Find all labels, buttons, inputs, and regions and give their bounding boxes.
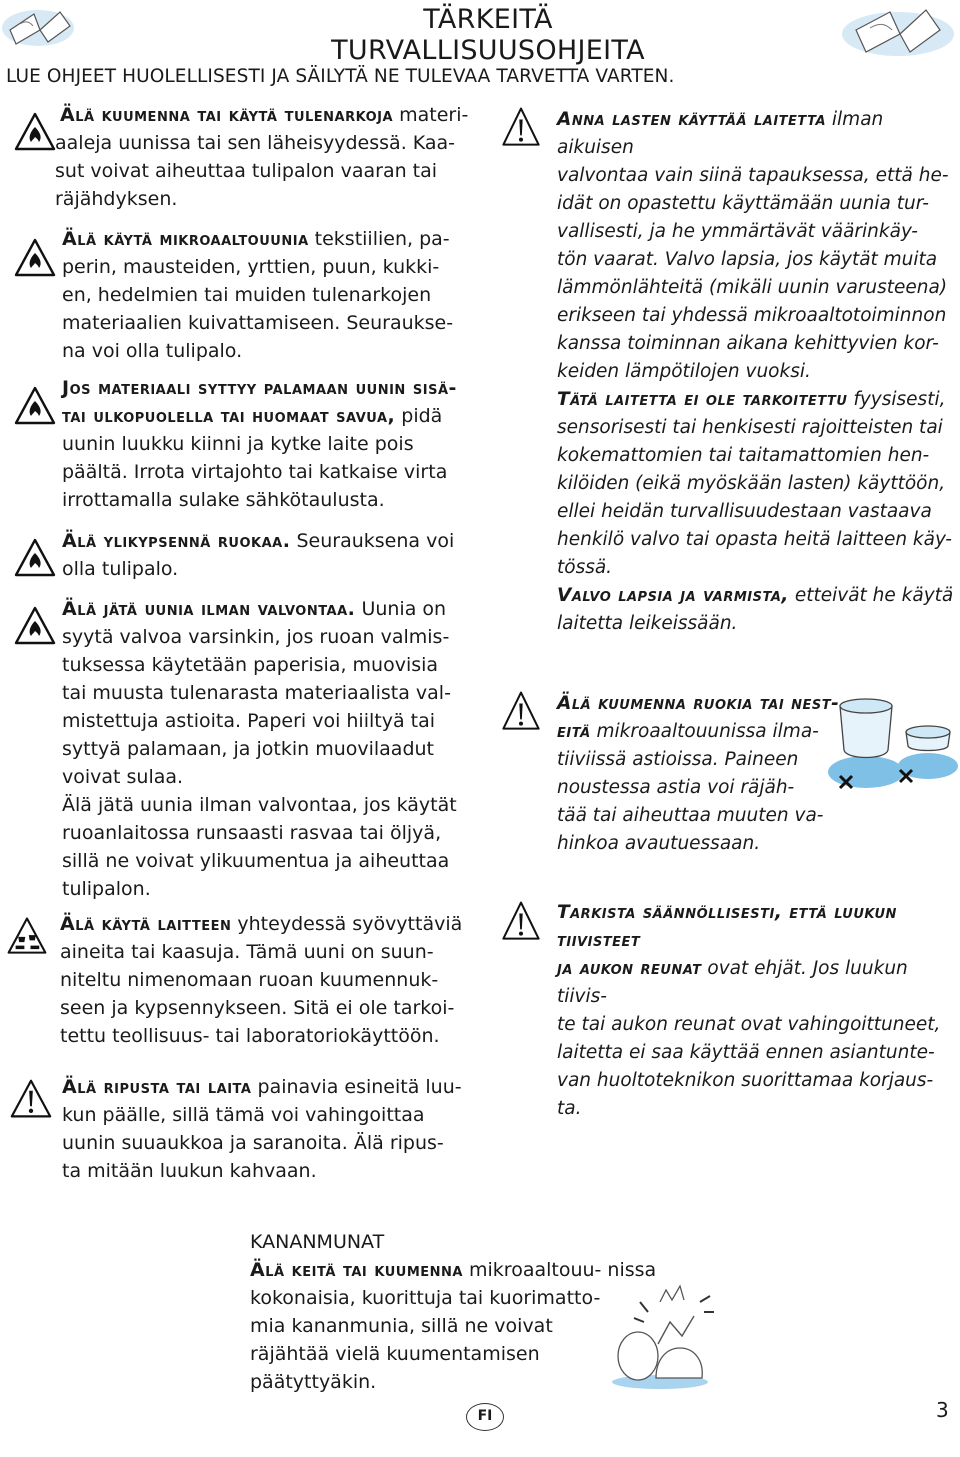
warning-flammable-materials: Älä kuumenna tai käytä tulenarkoja materi- (60, 104, 469, 126)
exclamation-warning-icon (500, 106, 546, 156)
closed-containers-illustration (820, 690, 960, 810)
page-number: 3 (936, 1398, 949, 1422)
warning-flammable-materials-text: aaleja uunissa tai sen läheisyydessä. Kaa- sut voivat aiheuttaa tulipalon vaaran tai räjähdyksen. (55, 132, 456, 210)
warning-heavy-objects-door: Älä ripusta tai laita painavia esineitä luu- kun päälle, sillä tämä voi vahingoittaa uunin suuaukkoa ja saranoita. Älä ripus- ta mitään luukun kahvaan. (62, 1076, 462, 1182)
header-book-illustration-left (0, 0, 75, 48)
eggs-warning: KANANMUNAT Älä keitä tai kuumenna mikroaaltouu- nissa kokonaisia, kuorittuja tai kuorimatto- mia kananmunia, sillä ne voivat räjähtää vielä kuumentamisen päätyttyäkin. (250, 1228, 700, 1396)
fire-warning-icon (14, 385, 56, 427)
page-subtitle: LUE OHJEET HUOLELLISESTI JA SÄILYTÄ NE TULEVAA TARVETTA VARTEN. (6, 66, 675, 87)
corrosive-warning-icon (6, 915, 54, 961)
fire-warning-icon (14, 237, 56, 279)
warning-children-use: Anna lasten käyttää laitetta ilman aikuisen valvontaa vain siinä tapauksessa, että he- idät on opastettu käyttämään uunia tur- vallisesti, ja he ymmärtävät väärinkäy- tön vaarat. Valvo lapsia, jos käytät muita lämmönlähteitä (mikäli uunin varusteena) erikseen tai yhdessä mikroaaltotoiminnon kanssa toiminnan aikana kehittyvien kor- keiden lämpötilojen vuoksi. Tätä laitetta ei ole tarkoitettu fyysisesti, sensorisesti tai henkisesti rajoitteisten tai kokemattomien tai taitamattomien hen- kilöiden (eikä myöskään lasten) käyttöön, ellei heidän turvallisuudestaan vastaava henkilö valvo tai opasta heitä laitteen käy- tössä. Valvo lapsia ja varmista, etteivät he käytä laitetta leikeissään. (557, 109, 954, 634)
fire-warning-icon (14, 537, 56, 579)
warning-fire-inside-oven: Jos materiaali syttyy palamaan uunin sisä- tai ulkopuolella tai huomaat savua, pidä uunin luukku kiinni ja kytke laite pois päältä. Irrota virtajohto tai katkaise virta irrottamalla sulake sähkötaulusta. (62, 377, 457, 511)
warning-drying-materials: Älä käytä mikroaaltouunia tekstiilien, pa- perin, mausteiden, yrttien, puun, kukki- en, hedelmien tai muiden tulenarkojen materiaalien kuivattamiseen. Seurauksе- na voi olla tulipalo. (62, 228, 454, 362)
eggs-heading: KANANMUNAT (250, 1231, 385, 1253)
warning-airtight-containers: Älä kuumenna ruokia tai nest- eitä mikroaaltouunissa ilma- tiiviissä astioissa. Paineen noustessa astia voi räjäh- tää tai aiheuttaa muuten va- hinkoa avautuessaan. (557, 693, 840, 854)
warning-unattended-oven: Älä jätä uunia ilman valvontaa. Uunia on syytä valvoa varsinkin, jos ruoan valmis- tuksessa käytetään paperisia, muovisia tai muusta tulenarasta materiaalista val- mistettuja astioita. Paperi voi hiiltyä tai syttyä palamaan, ja jotkin muovilaadut voivat sulaa. Älä jätä uunia ilman valvontaa, jos käytät ruoanlaitossa runsaasti rasvaa tai öljyä, sillä ne voivat ylikuumentua ja aiheuttaa tulipalon. (62, 598, 457, 900)
fire-warning-icon (14, 605, 56, 647)
exploding-egg-illustration (600, 1282, 715, 1392)
warning-overcooking: Älä ylikypsennä ruokaa. Seurauksena voi olla tulipalo. (62, 530, 455, 580)
warning-door-seals: Tarkista säännöllisesti, että luukun tiivisteet ja aukon reunat ovat ehjät. Jos luukun tiivis- te tai aukon reunat ovat vahingoittuneet, laitetta ei saa käyttää ennen asiantunte- van huoltoteknikon suorittamaa korjaus- ta. (557, 902, 941, 1119)
exclamation-warning-icon (10, 1078, 56, 1124)
exclamation-warning-icon (500, 900, 546, 950)
fire-warning-icon (14, 111, 56, 153)
header-book-illustration-right (836, 0, 956, 60)
language-badge: FI (466, 1403, 504, 1431)
warning-corrosive-substances: Älä käytä laitteen yhteydessä syövyttäviä aineita tai kaasuja. Tämä uuni on suun- niteltu nimenomaan ruoan kuumennuk- seen ja kypsennykseen. Sitä ei ole tarkoi- tettu teollisuus- tai laboratoriokäyttöön. (60, 913, 463, 1047)
page-title: TÄRKEITÄ TURVALLISUUSOHJEITA (331, 4, 645, 66)
exclamation-warning-icon (500, 690, 546, 740)
